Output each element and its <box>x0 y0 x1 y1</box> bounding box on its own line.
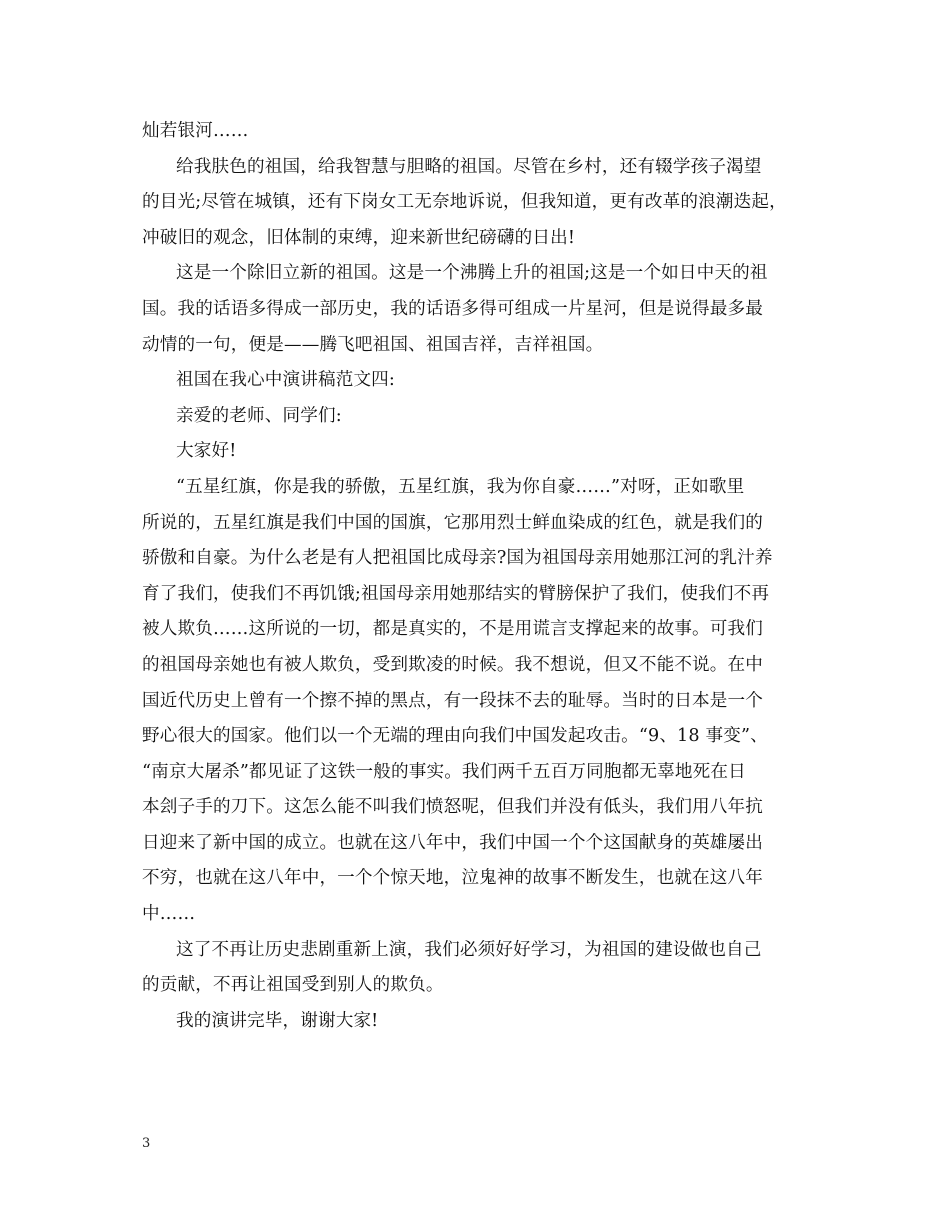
greeting: 大家好! <box>176 441 237 462</box>
text-line: 的目光;尽管在城镇，还有下岗女工无奈地诉说，但我知道，更有改革的浪潮迭起， <box>142 192 787 213</box>
text-line: 不穷，也就在这八年中，一个个惊天地，泣鬼神的故事不断发生，也就在这八年 <box>142 868 764 889</box>
body-text <box>142 114 818 1039</box>
text-line: 给我肤色的祖国，给我智慧与胆略的祖国。尽管在乡村，还有辍学孩子渴望 <box>176 156 762 177</box>
text-line: 动情的一句，便是——腾飞吧祖国、祖国吉祥，吉祥祖国。 <box>142 334 604 355</box>
text-line: 中…… <box>142 904 196 925</box>
text-line: 这了不再让历史悲剧重新上演，我们必须好好学习，为祖国的建设做也自己 <box>176 939 762 960</box>
text-line: 这是一个除旧立新的祖国。这是一个沸腾上升的祖国;这是一个如日中天的祖 <box>176 263 768 284</box>
text-line: 所说的，五星红旗是我们中国的国旗，它那用烈士鲜血染成的红色，就是我们的 <box>142 512 764 533</box>
text-line: 野心很大的国家。他们以一个无端的理由向我们中国发起攻击。“9、18 事变”、 <box>142 726 768 747</box>
text-line: “南京大屠杀”都见证了这铁一般的事实。我们两千五百万同胞都无辜地死在日 <box>142 761 746 782</box>
text-line: 骄傲和自豪。为什么老是有人把祖国比成母亲?国为祖国母亲用她那江河的乳汁养 <box>142 548 773 569</box>
text-line: 国近代历史上曾有一个擦不掉的黑点，有一段抹不去的耻辱。当时的日本是一个 <box>142 690 764 711</box>
text-line: 的祖国母亲她也有被人欺负，受到欺凌的时候。我不想说，但又不能不说。在中 <box>142 654 764 675</box>
text-line: 育了我们，使我们不再饥饿;祖国母亲用她那结实的臂膀保护了我们，使我们不再 <box>142 583 770 604</box>
text-line: 国。我的话语多得成一部历史，我的话语多得可组成一片星河，但是说得最多最 <box>142 298 764 319</box>
text-line: 日迎来了新中国的成立。也就在这八年中，我们中国一个个这国献身的英雄屡出 <box>142 832 764 853</box>
page-number: 3 <box>142 1136 151 1151</box>
text-line: 冲破旧的观念，旧体制的束缚，迎来新世纪磅礴的日出! <box>142 227 576 248</box>
text-line: 本刽子手的刀下。这怎么能不叫我们愤怒呢，但我们并没有低头，我们用八年抗 <box>142 797 764 818</box>
section-heading: 祖国在我心中演讲稿范文四: <box>176 370 396 391</box>
text-line: 被人欺负……这所说的一切，都是真实的，不是用谎言支撑起来的故事。可我们 <box>142 619 764 640</box>
text-line: 的贡献，不再让祖国受到别人的欺负。 <box>142 975 444 996</box>
closing-line: 我的演讲完毕，谢谢大家! <box>176 1010 379 1031</box>
salutation: 亲爱的老师、同学们: <box>176 405 342 426</box>
text-line: “五星红旗，你是我的骄傲，五星红旗，我为你自豪……”对呀，正如歌里 <box>176 476 745 497</box>
text-line: 灿若银河…… <box>142 121 249 141</box>
